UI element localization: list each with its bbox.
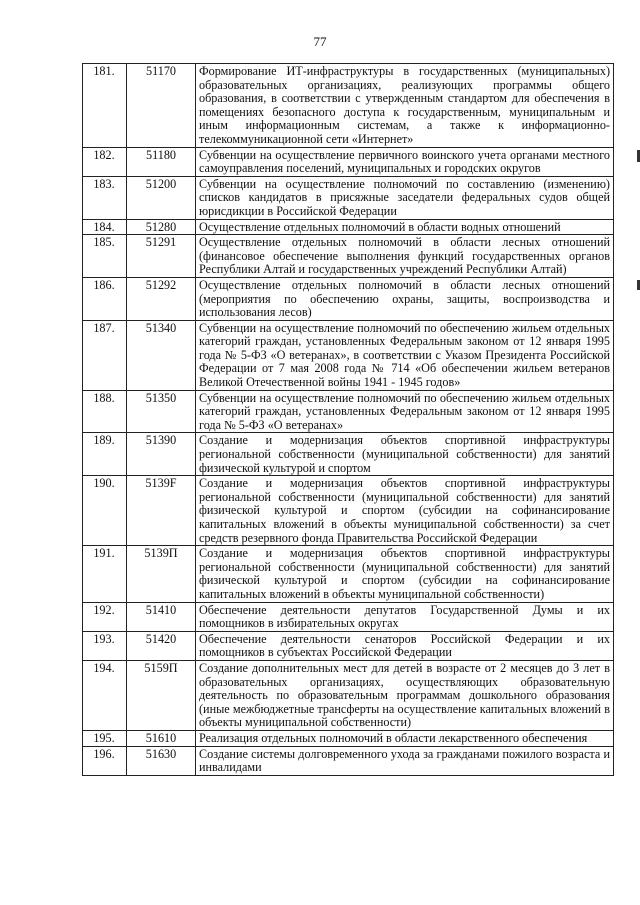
row-code: 51350 xyxy=(127,390,196,433)
row-number: 184. xyxy=(83,219,127,235)
table-row xyxy=(83,631,614,660)
row-description: Осуществление отдельных полномочий в области водных отношений xyxy=(196,219,614,235)
table-row xyxy=(83,390,614,433)
row-description: Реализация отдельных полномочий в области лекарственного обеспечения xyxy=(196,730,614,746)
table-row xyxy=(83,660,614,730)
row-description: Обеспечение деятельности депутатов Государственной Думы и их помощников в избирательных округах xyxy=(196,602,614,631)
table-body xyxy=(83,64,614,776)
row-number: 183. xyxy=(83,176,127,219)
row-number: 189. xyxy=(83,433,127,476)
row-number: 186. xyxy=(83,277,127,320)
row-number: 188. xyxy=(83,390,127,433)
row-number: 182. xyxy=(83,147,127,176)
table-row xyxy=(83,602,614,631)
row-code: 51340 xyxy=(127,320,196,390)
row-description: Создание и модернизация объектов спортивной инфраструктуры региональной собственности (муниципальной собственности) для занятий физической культурой и спортом (субсидии на софинансирование капитальных вложений в объекты муниципальной собственности) за счет средств резервного фонда Правительства Российской Федерации xyxy=(196,476,614,546)
table-row xyxy=(83,219,614,235)
table-row xyxy=(83,176,614,219)
row-description: Субвенции на осуществление полномочий по обеспечению жильем отдельных категорий граждан, установленных Федеральным законом от 12 января 1995 года № 5-ФЗ «О ветеранах», в соответствии с Указом Президента Российской Федерации от 7 мая 2008 года № 714 «Об обеспечении жильем ветеранов Великой Отечественной войны 1941 - 1945 годов» xyxy=(196,320,614,390)
table-row xyxy=(83,235,614,278)
row-code: 51420 xyxy=(127,631,196,660)
table-row xyxy=(83,64,614,148)
row-description: Создание и модернизация объектов спортивной инфраструктуры региональной собственности (муниципальной собственности) для занятий физической культурой и спортом (субсидии на софинансирование капитальных вложений в объекты муниципальной собственности) xyxy=(196,546,614,602)
row-number: 194. xyxy=(83,660,127,730)
row-description: Субвенции на осуществление полномочий по обеспечению жильем отдельных категорий граждан, установленных Федеральным законом от 12 января 1995 года № 5-ФЗ «О ветеранах» xyxy=(196,390,614,433)
row-number: 181. xyxy=(83,64,127,148)
row-number: 191. xyxy=(83,546,127,602)
row-code: 5159П xyxy=(127,660,196,730)
row-code: 51291 xyxy=(127,235,196,278)
row-number: 196. xyxy=(83,746,127,775)
row-number: 187. xyxy=(83,320,127,390)
table-row xyxy=(83,147,614,176)
row-description: Осуществление отдельных полномочий в области лесных отношений (финансовое обеспечение выполнения функций государственных органов Республики Алтай и государственных учреждений Республики Алтай) xyxy=(196,235,614,278)
row-description: Создание и модернизация объектов спортивной инфраструктуры региональной собственности (муниципальной собственности) для занятий физической культурой и спортом xyxy=(196,433,614,476)
budget-code-table xyxy=(82,63,614,776)
row-code: 51630 xyxy=(127,746,196,775)
table-row xyxy=(83,433,614,476)
row-code: 51410 xyxy=(127,602,196,631)
table-row xyxy=(83,476,614,546)
row-description: Субвенции на осуществление первичного воинского учета органами местного самоуправления поселений, муниципальных и городских округов xyxy=(196,147,614,176)
table-row xyxy=(83,730,614,746)
row-number: 192. xyxy=(83,602,127,631)
table-row xyxy=(83,546,614,602)
page-number: 77 xyxy=(313,34,327,49)
row-description: Осуществление отдельных полномочий в области лесных отношений (мероприятия по обеспечению охраны, защиты, воспроизводства и использования лесов) xyxy=(196,277,614,320)
row-number: 193. xyxy=(83,631,127,660)
row-number: 195. xyxy=(83,730,127,746)
row-number: 190. xyxy=(83,476,127,546)
row-code: 51390 xyxy=(127,433,196,476)
table-row xyxy=(83,320,614,390)
row-description: Обеспечение деятельности сенаторов Российской Федерации и их помощников в субъектах Российской Федерации xyxy=(196,631,614,660)
row-description: Формирование ИТ-инфраструктуры в государственных (муниципальных) образовательных организациях, реализующих программы общего образования, в соответствии с утвержденным стандартом для обеспечения в помещениях безопасного доступа к государственным, муниципальным и иным информационным системам, а также к информационно-телекоммуникационной сети «Интернет» xyxy=(196,64,614,148)
row-code: 51610 xyxy=(127,730,196,746)
row-code: 51292 xyxy=(127,277,196,320)
row-description: Субвенции на осуществление полномочий по составлению (изменению) списков кандидатов в присяжные заседатели федеральных судов общей юрисдикции в Российской Федерации xyxy=(196,176,614,219)
row-code: 5139F xyxy=(127,476,196,546)
row-code: 51280 xyxy=(127,219,196,235)
table-row xyxy=(83,746,614,775)
row-code: 5139П xyxy=(127,546,196,602)
row-code: 51200 xyxy=(127,176,196,219)
row-description: Создание системы долговременного ухода за гражданами пожилого возраста и инвалидами xyxy=(196,746,614,775)
row-code: 51170 xyxy=(127,64,196,148)
table-row xyxy=(83,277,614,320)
row-code: 51180 xyxy=(127,147,196,176)
row-number: 185. xyxy=(83,235,127,278)
row-description: Создание дополнительных мест для детей в возрасте от 2 месяцев до 3 лет в образовательных организациях, осуществляющих образовательную деятельность по образовательным программам дошкольного образования (иные межбюджетные трансферты на осуществление капитальных вложений в объекты муниципальной собственности) xyxy=(196,660,614,730)
